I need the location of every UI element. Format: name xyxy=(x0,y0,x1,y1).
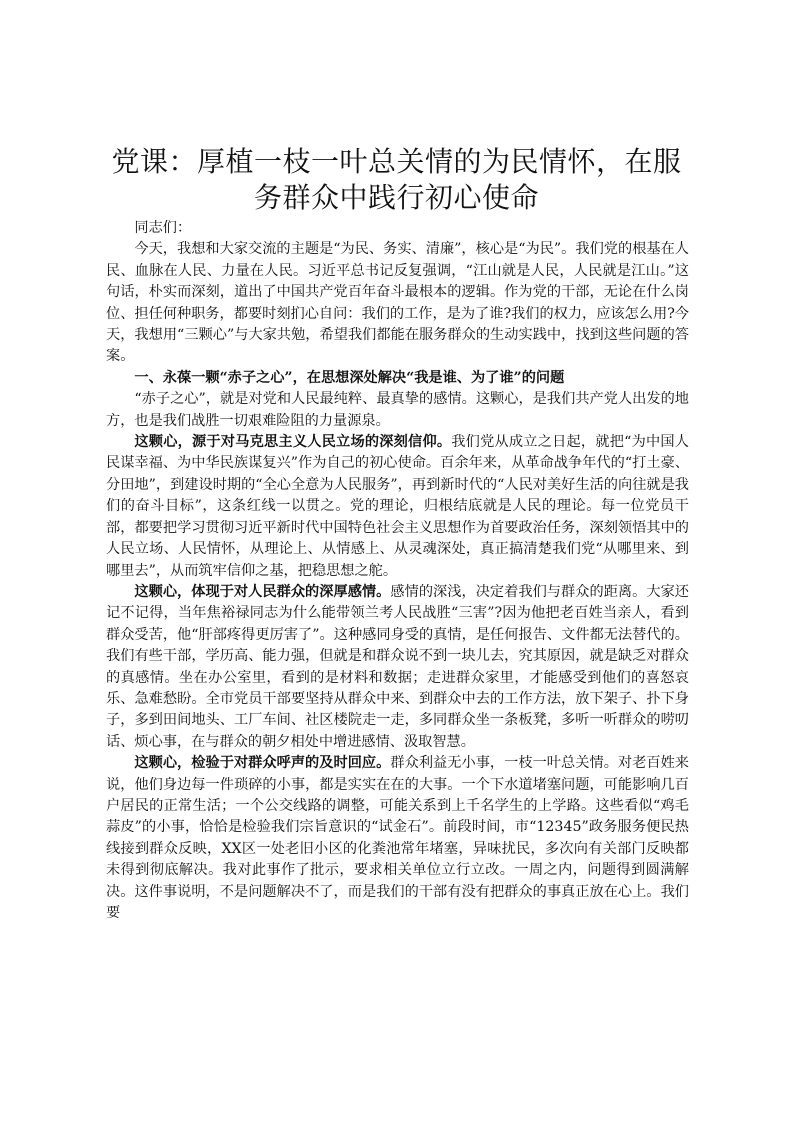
document-body xyxy=(106,218,689,924)
section-1-intro-paragraph: “赤子之心”，就是对党和人民最纯粹、最真挚的感情。这颗心，是我们共产党人出发的地方，也是我们战胜一切艰难险阻的力量源泉。 xyxy=(106,391,689,429)
paragraph-1-lead: 这颗心，源于对马克思主义人民立场的深刻信仰。 xyxy=(134,434,452,451)
paragraph-3-text: 群众利益无小事，一枝一叶总关情。对老百姓来说，他们身边每一件琐碎的小事，都是实实在在的大事。一个下水道堵塞问题，可能影响几百户居民的正常生活；一个公交线路的调整，可能关系到上千名学生的上学路。这些看似“鸡毛蒜皮”的小事，恰恰是检验我们宗旨意识的“试金石”。前段时间，市“12345”政务服务便民热线接到群众反映，XX区一处老旧小区的化粪池常年堵塞，异味扰民，多次向有关部门反映都未得到彻底解决。我对此事作了批示，要求相关单位立行立改。一周之内，问题得到圆满解决。这件事说明，不是问题解决不了，而是我们的干部有没有把群众的事真正放在心上。我们要 xyxy=(106,755,689,921)
document-title: 党课：厚植一枝一叶总关情的为民情怀，在服务群众中践行初心使命 xyxy=(111,145,682,214)
section-heading-1: 一、永葆一颗“赤子之心”，在思想深处解决“我是谁、为了谁”的问题 xyxy=(134,369,565,386)
intro-paragraph: 今天，我想和大家交流的主题是“为民、务实、清廉”，核心是“为民”。我们党的根基在人民、血脉在人民、力量在人民。习近平总书记反复强调，“江山就是人民，人民就是江山。”这句话，朴实而深刻，道出了中国共产党百年奋斗最根本的逻辑。作为党的干部，无论在什么岗位、担任何种职务，都要时刻扪心自问：我们的工作，是为了谁?我们的权力，应该怎么用?今天，我想用“三颗心”与大家共勉，希望我们都能在服务群众的生动实践中，找到这些问题的答案。 xyxy=(106,241,689,365)
paragraph-3 xyxy=(106,753,689,924)
paragraph-1 xyxy=(106,432,689,582)
paragraph-2-text: 感情的深浅，决定着我们与群众的距离。大家还记不记得，当年焦裕禄同志为什么能带领兰考人民战胜“三害”?因为他把老百姓当亲人，看到群众受苦，他“肝部疼得更厉害了”。这种感同身受的真情，是任何报告、文件都无法替代的。我们有些干部，学历高、能力强，但就是和群众说不到一块儿去，究其原因，就是缺乏对群众的真感情。坐在办公室里，看到的是材料和数据；走进群众家里，才能感受到他们的喜怒哀乐、急难愁盼。全市党员干部要坚持从群众中来、到群众中去的工作方法，放下架子、扑下身子，多到田间地头、工厂车间、社区楼院走一走，多同群众坐一条板凳，多听一听群众的唠叨话、烦心事，在与群众的朝夕相处中增进感情、汲取智慧。 xyxy=(106,583,689,750)
salutation: 同志们： xyxy=(134,220,192,236)
paragraph-2-lead: 这颗心，体现于对人民群众的深厚感情。 xyxy=(134,583,391,600)
paragraph-2 xyxy=(106,582,689,753)
paragraph-3-lead: 这颗心，检验于对群众呼声的及时回应。 xyxy=(134,755,391,772)
paragraph-1-text: 我们党从成立之日起，就把“为中国人民谋幸福、为中华民族谋复兴”作为自己的初心使命。百余年来，从革命战争年代的“打土豪、分田地”，到建设时期的“全心全意为人民服务”，再到新时代的“人民对美好生活的向往就是我们的奋斗目标”，这条红线一以贯之。党的理论，归根结底就是人民的理论。每一位党员干部，都要把学习贯彻习近平新时代中国特色社会主义思想作为首要政治任务，深刻领悟其中的人民立场、人民情怀，从理论上、从情感上、从灵魂深处，真正搞清楚我们党“从哪里来、到哪里去”，从而筑牢信仰之基，把稳思想之舵。 xyxy=(106,434,689,579)
